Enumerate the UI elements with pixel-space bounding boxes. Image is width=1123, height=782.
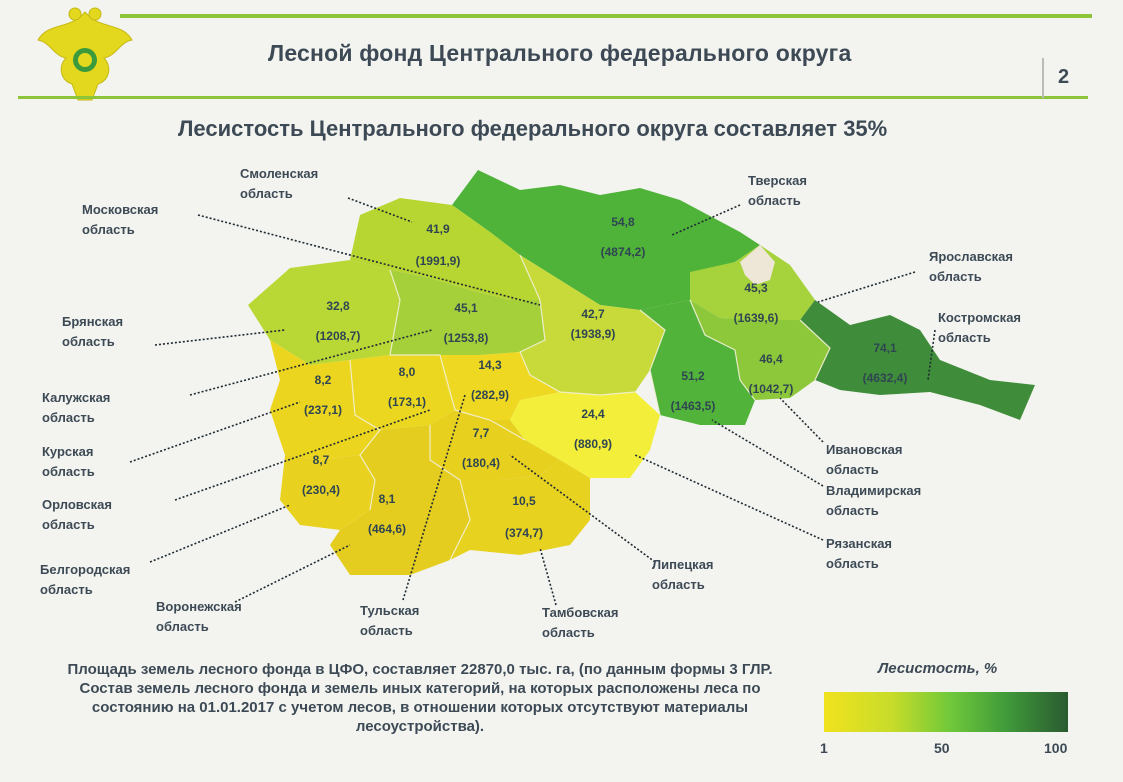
region-area: (1463,5) <box>670 399 716 413</box>
region-area: (180,4) <box>461 456 501 470</box>
region-percent: 8,7 <box>312 453 330 467</box>
region-percent: 32,8 <box>326 299 350 313</box>
legend-tick-max: 100 <box>1044 740 1068 756</box>
region-area: (282,9) <box>470 388 510 402</box>
legend-title: Лесистость, % <box>878 660 998 677</box>
region-bryansk <box>248 260 400 365</box>
region-percent: 42,7 <box>581 307 605 321</box>
region-percent: 24,4 <box>581 407 605 421</box>
region-percent: 8,0 <box>398 365 416 379</box>
region-label: Воронежская область <box>156 599 242 634</box>
region-area: (4874,2) <box>600 245 646 259</box>
region-label: Рязанская область <box>826 536 893 571</box>
region-percent: 41,9 <box>426 222 450 236</box>
region-label: Орловская область <box>42 497 112 532</box>
region-percent: 45,1 <box>454 301 478 315</box>
region-area: (1253,8) <box>443 331 489 345</box>
legend-color-scale <box>824 692 1068 732</box>
region-label: Белгородская область <box>40 562 131 597</box>
region-percent: 8,2 <box>314 373 332 387</box>
legend-tick-min: 1 <box>820 740 828 756</box>
region-area: (374,7) <box>504 526 544 540</box>
region-percent: 54,8 <box>611 215 635 229</box>
region-area: (1938,9) <box>570 327 616 341</box>
page-number: 2 <box>1058 66 1070 88</box>
region-label: Костромская область <box>938 310 1022 345</box>
region-area: (237,1) <box>303 403 343 417</box>
region-area: (1991,9) <box>415 254 461 268</box>
region-percent: 45,3 <box>744 281 768 295</box>
region-percent: 46,4 <box>759 352 783 366</box>
region-label: Смоленская область <box>240 166 319 201</box>
region-percent: 14,3 <box>478 358 502 372</box>
region-area: (1042,7) <box>748 382 794 396</box>
region-area: (880,9) <box>573 437 613 451</box>
header-title: Лесной фонд Центрального федерального округа <box>268 40 852 66</box>
region-label: Московская область <box>82 202 159 237</box>
region-area: (173,1) <box>387 395 427 409</box>
region-percent: 7,7 <box>472 426 490 440</box>
region-label: Тамбовская область <box>542 605 619 640</box>
region-area: (4632,4) <box>862 371 908 385</box>
region-label: Ярославская область <box>929 249 1013 284</box>
region-label: Курская область <box>42 444 95 479</box>
region-percent: 51,2 <box>681 369 705 383</box>
subtitle: Лесистость Центрального федерального округа составляет 35% <box>178 116 888 141</box>
region-area: (1208,7) <box>315 329 361 343</box>
region-label: Липецкая область <box>652 557 714 592</box>
region-label: Тверская область <box>748 173 807 208</box>
legend-tick-mid: 50 <box>934 740 950 756</box>
region-label: Калужская область <box>42 390 111 425</box>
region-label: Владимирская область <box>826 483 922 518</box>
footer-note: Площадь земель лесного фонда в ЦФО, составляет 22870,0 тыс. га, (по данным формы 3 ГЛР. Состав земель лесного фонда и земель иных категорий, на которых расположены леса по состоянию на 01.01.2017 с учетом лесов, в отношении которых отсутствуют материалы лесоустройства). <box>67 661 773 735</box>
region-percent: 74,1 <box>873 341 897 355</box>
region-area: (464,6) <box>367 522 407 536</box>
region-percent: 10,5 <box>512 494 536 508</box>
region-area: (1639,6) <box>733 311 779 325</box>
region-label: Ивановская область <box>826 442 903 477</box>
region-percent: 8,1 <box>378 492 396 506</box>
region-area: (230,4) <box>301 483 341 497</box>
region-label: Тульская область <box>360 603 420 638</box>
region-label: Брянская область <box>62 314 124 349</box>
